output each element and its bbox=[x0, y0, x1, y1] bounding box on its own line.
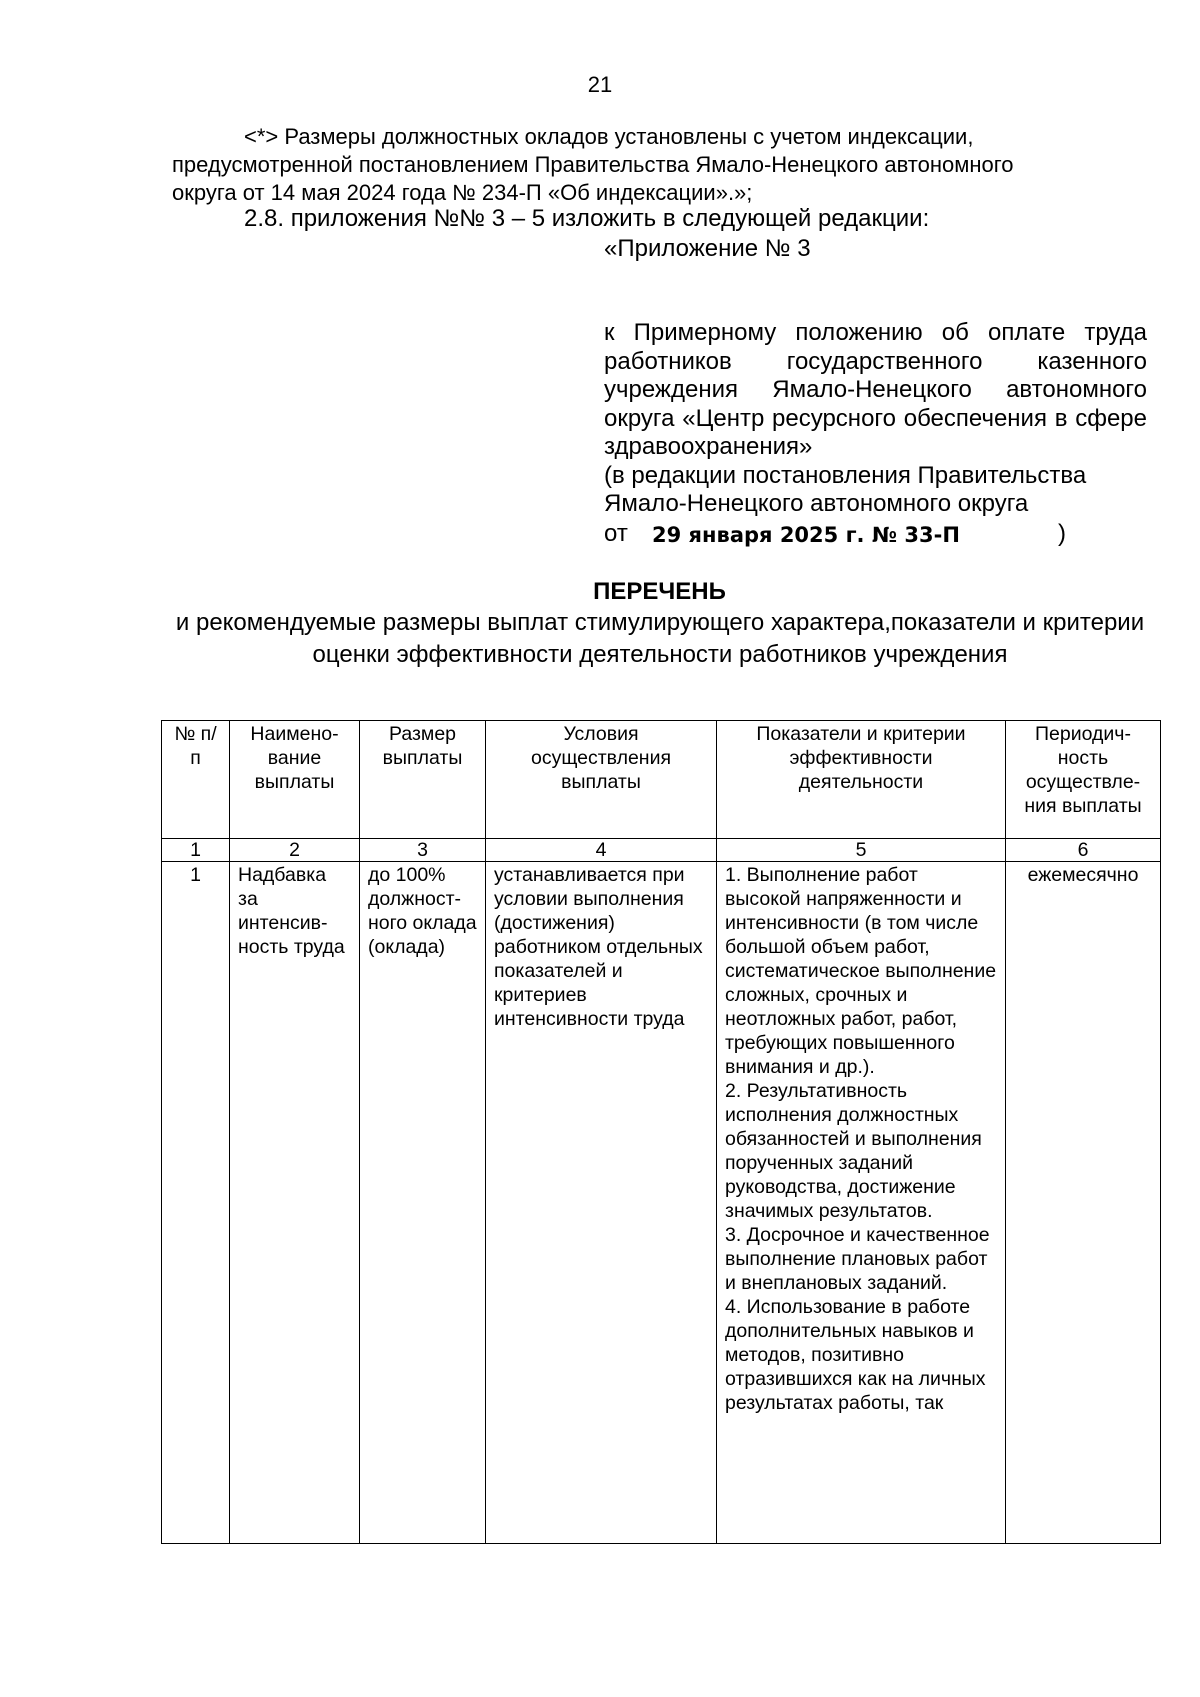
header-cell: Условия осуществления выплаты bbox=[486, 721, 717, 839]
column-number: 2 bbox=[230, 839, 360, 862]
criterion-item: 2. Результативность исполнения должностных обязанностей и выполнения порученных заданий руководства, достижение значимых результатов. bbox=[725, 1080, 982, 1222]
appendix-edition: (в редакции постановления Правительства bbox=[604, 461, 1087, 489]
document-subtitle: и рекомендуемые размеры выплат стимулирующего характера,показатели и критерии оценки эффективности деятельности работников учреждения bbox=[175, 609, 1145, 668]
appendix-edition: Ямало-Ненецкого автономного округа bbox=[604, 490, 1029, 517]
appendix-title: «Приложение № 3 bbox=[604, 235, 811, 262]
header-cell: № п/п bbox=[162, 721, 230, 839]
appendix-date-line bbox=[604, 519, 1147, 549]
column-number: 1 bbox=[162, 839, 230, 862]
column-number: 6 bbox=[1006, 839, 1161, 862]
criterion-item: 4. Использование в работе дополнительных навыков и методов, позитивно отразившихся как на личных результатах работы, так bbox=[725, 1296, 986, 1414]
footnote-line: <*> Размеры должностных окладов установлены с учетом индексации, bbox=[244, 124, 974, 149]
header-cell: Периодич-ность осуществле-ния выплаты bbox=[1006, 721, 1161, 839]
table-header-row bbox=[162, 721, 1161, 839]
footnote-line: предусмотренной постановлением Правительства Ямало-Ненецкого автономного bbox=[172, 152, 1014, 177]
date-prefix: от bbox=[604, 519, 628, 547]
header-cell: Размер выплаты bbox=[360, 721, 486, 839]
appendix-description: к Примерному положению об оплате труда работников государственного казенного учреждения Ямало-Ненецкого автономного округа «Центр ресурсного обеспечения в сфере здравоохранения» bbox=[604, 319, 1147, 460]
payments-table bbox=[161, 720, 1161, 1544]
payment-periodicity: ежемесячно bbox=[1006, 862, 1161, 1544]
column-number: 3 bbox=[360, 839, 486, 862]
table-row bbox=[162, 862, 1161, 1544]
column-number: 5 bbox=[717, 839, 1006, 862]
amendment-instruction: 2.8. приложения №№ 3 – 5 изложить в следующей редакции: bbox=[244, 205, 930, 232]
closing-paren: ) bbox=[1058, 519, 1066, 547]
criterion-item: 3. Досрочное и качественное выполнение плановых работ и внеплановых заданий. bbox=[725, 1224, 990, 1294]
criterion-item: 1. Выполнение работ высокой напряженности и интенсивности (в том числе большой объем работ, систематическое выполнение сложных, срочных и неотложных работ, работ, требующих повышенного внимания и др.). bbox=[725, 864, 997, 1078]
column-number: 4 bbox=[486, 839, 717, 862]
payment-criteria bbox=[717, 862, 1006, 1544]
payment-name: Надбавка за интенсив-ность труда bbox=[230, 862, 360, 1544]
column-number-row bbox=[162, 839, 1161, 862]
footnote-line: округа от 14 мая 2024 года № 234-П «Об индексации».»; bbox=[172, 180, 753, 205]
resolution-date: 29 января 2025 г. № 33-П bbox=[652, 522, 960, 547]
document-title: ПЕРЕЧЕНЬ bbox=[593, 578, 726, 605]
payment-conditions: устанавливается при условии выполнения (достижения) работником отдельных показателей и критериев интенсивности труда bbox=[486, 862, 717, 1544]
footnote bbox=[172, 123, 1147, 207]
header-cell: Показатели и критерии эффективности деятельности bbox=[717, 721, 1006, 839]
page-number: 21 bbox=[587, 72, 613, 97]
row-number: 1 bbox=[162, 862, 230, 1544]
header-cell: Наимено-вание выплаты bbox=[230, 721, 360, 839]
payment-size: до 100% должност-ного оклада (оклада) bbox=[360, 862, 486, 1544]
appendix-header bbox=[604, 234, 1147, 549]
